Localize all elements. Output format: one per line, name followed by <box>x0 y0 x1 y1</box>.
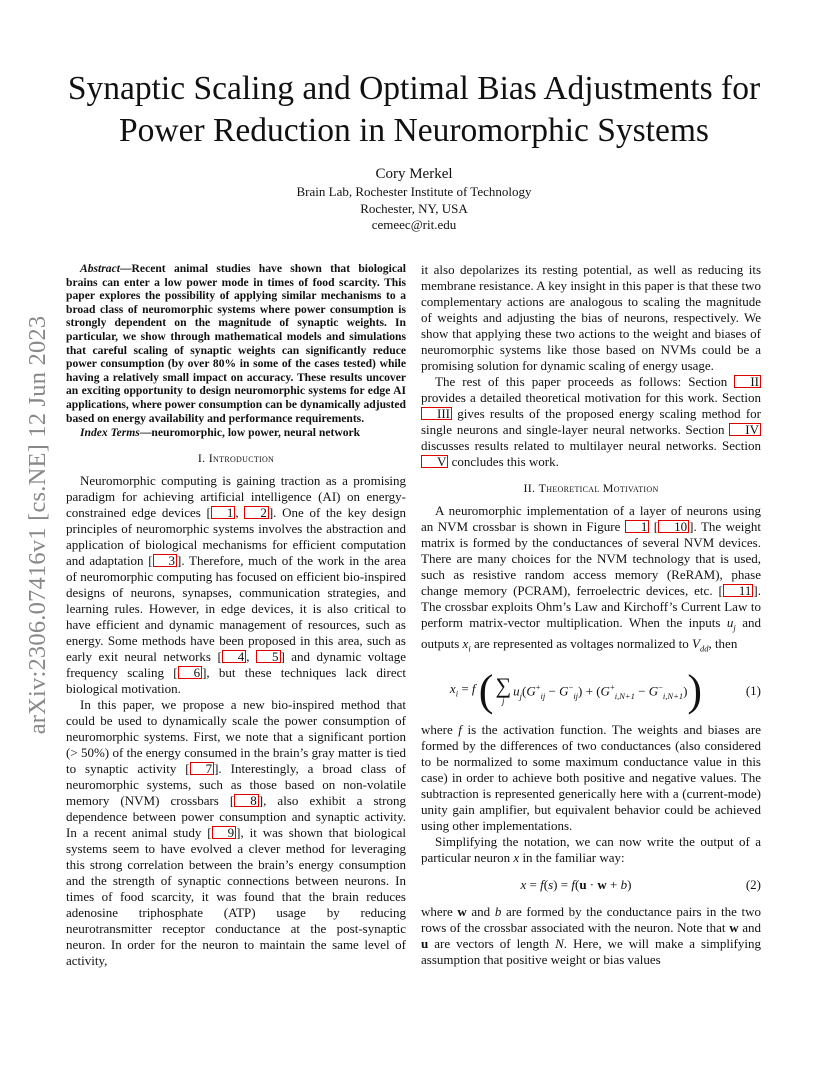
equation-1-body: $x_i = f$ ( ∑ j $u_j(G^+_{ij} - G^-_{ij}) + (G^+_{i,N+1} - G^-_{i,N+1})$ ) <box>449 666 703 716</box>
index-terms <box>66 426 406 440</box>
intro-paragraph-3: it also depolarizes its resting potential, as well as reducing its membrane resistance. A key insight in this paper is that these two complementary actions are analogous to scaling the magnitude of weights and adjusting the bias of neurons, respectively. We show that applying these two actions to the weight and biases of neuromorphic systems like those based on NVMs could be a promising solution for dynamic scaling of energy usage. <box>421 262 761 373</box>
section-link[interactable]: V <box>421 455 448 468</box>
theory-paragraph-2: where f is the activation function. The weights and biases are formed by the differences of two conductances (also considered to be normalized to some maximum conductance value in this case) in order to achieve both positive and negative values. The subtraction is represented generically here with a (current-mode) unity gain amplifier, but equivalent behavior could be achieved using other implementations. <box>421 722 761 834</box>
author-affiliation: Brain Lab, Rochester Institute of Technology <box>296 184 532 199</box>
theory-paragraph-3: Simplifying the notation, we can now write the output of a particular neuron x in the familiar way: <box>421 834 761 866</box>
intro-paragraph-1: Neuromorphic computing is gaining traction as a promising paradigm for achieving artificial intelligence (AI) on energy-constrained edge devices [ 1 , 2 ]. One of the key design principles of neuromorphic systems involves the abstraction and application of biological mechanisms for efficient computation and adaptation [ 3 ]. Therefore, much of the work in the area of neuromorphic computing has focused on efficient bio-inspired designs of neurons, synapses, communication strategies, and learning rules. However, in edge devices, it is also critical to have efficient and dynamic management of resources, such as energy. Some methods have been proposed in this area, such as early exit neural networks [ 4 , 5 ] and dynamic voltage frequency scaling [ 6 ], but these techniques lack direct biological motivation. <box>66 472 406 696</box>
section-heading-theory: II. Theoretical Motivation <box>523 481 659 495</box>
citation-link[interactable]: 3 <box>153 554 178 567</box>
section-link[interactable]: III <box>421 407 452 420</box>
citation-link[interactable]: 7 <box>190 762 215 775</box>
arxiv-stamp-text: arXiv:2306.07416v1 [cs.NE] 12 Jun 2023 <box>24 315 51 735</box>
right-column <box>421 262 761 968</box>
equation-2 <box>421 872 761 898</box>
author-name: Cory Merkel <box>375 166 453 182</box>
section-link[interactable]: IV <box>729 423 761 436</box>
author-location: Rochester, NY, USA <box>360 200 468 216</box>
theory-paragraph-1: A neuromorphic implementation of a layer of neurons using an NVM crossbar is shown in Figure 1 [ 10 ]. The weight matrix is formed by the conductances of several NVM devices. There are many choices for the NVM technology that is used, such as resistive random access memory (ReRAM), phase change memory (PCRAM), ferroelectric devices, etc. [ 11 ]. The crossbar exploits Ohm’s Law and Kirchoff’s Current Law to perform matrix-vector multiplication. When the inputs $u_j$ and outputs $x_i$ are represented as voltages normalized to $V_{dd}$, then <box>421 503 762 654</box>
index-terms-lead: Index Terms <box>80 426 140 440</box>
abstract-lead: Abstract <box>80 262 120 275</box>
equation-1 <box>421 664 761 718</box>
equation-2-body: x = f(s) = f(u · w + b) <box>520 877 632 893</box>
section-heading-introduction: I. Introduction <box>197 450 275 465</box>
figure-link[interactable]: 1 <box>625 520 650 533</box>
citation-link[interactable]: 5 <box>256 650 281 663</box>
citation-link[interactable]: 4 <box>222 650 247 663</box>
citation-link[interactable]: 1 <box>211 506 236 519</box>
author-email: cemeec@rit.edu <box>371 217 457 232</box>
intro-paragraph-outline: The rest of this paper proceeds as follows: Section II provides a detailed theoretical motivation for this work. Section III gives results of the proposed energy scaling method for single neurons and single-layer neural networks. Section IV discusses results related to multilayer neural networks. Section V concludes this work. <box>421 374 761 469</box>
paper-title: Synaptic Scaling and Optimal Bias Adjustments for Power Reduction in Neuromorphic Systems <box>67 70 761 149</box>
arxiv-identifier-stamp <box>18 290 58 760</box>
equation-1-number: (1) <box>745 683 761 699</box>
citation-link[interactable]: 8 <box>234 794 259 807</box>
theory-paragraph-4: where w and b are formed by the conductance pairs in the two rows of the crossbar associated with the neuron. Note that w and u are vectors of length N. Here, we will make a simplifying assumption that positive weight or bias values <box>421 904 761 968</box>
citation-link[interactable]: 11 <box>723 584 754 597</box>
equation-2-number: (2) <box>745 877 761 893</box>
intro-paragraph-2: In this paper, we propose a new bio-inspired method that could be used to dynamically scale the power consumption of neuromorphic systems. First, we note that a significant portion (> 50%) of the energy consumed in the brain’s gray matter is tied to synaptic activity [ 7 ]. Interestingly, a broad class of neuromorphic systems, such as those based on non-volatile memory (NVM) crossbars [ 8 ], also exhibit a strong dependence between power consumption and synaptic activity. In a recent animal study [ 9 ], it was shown that biological systems seem to have evolved a clever method for leveraging this strong correlation between the brain’s energy consumption and the strength of synaptic connections between neurons. In times of food scarcity, it was found that the brain reduces adenosine triphosphate (ATP) usage by reducing neurotransmitter receptor conductance at the post-synaptic neuron. In order for the neuron to maintain the same level of activity, <box>66 696 406 968</box>
citation-link[interactable]: 6 <box>178 666 203 679</box>
section-link[interactable]: II <box>734 375 761 388</box>
abstract <box>66 262 406 425</box>
citation-link[interactable]: 2 <box>244 506 269 519</box>
left-column <box>66 262 406 969</box>
citation-link[interactable]: 10 <box>658 520 689 533</box>
abstract-text: —Recent animal studies have shown that biological brains can enter a low power mode in times of food scarcity. This paper explores the possibility of applying similar mechanisms to a broad class of neuromorphic systems where power consumption is strongly dependent on the magnitude of synaptic weights. In particular, we show through mathematical models and simulations that careful scaling of synaptic weights can significantly reduce power consumption (by over 80% in some of the cases tested) while having a relatively small impact on accuracy. These results uncover an exciting opportunity to design neuromorphic systems for edge AI applications, where power consumption can be dynamically adjusted based on energy availability and performance requirements. <box>66 262 406 425</box>
index-terms-text: —neuromorphic, low power, neural network <box>139 426 361 440</box>
citation-link[interactable]: 9 <box>212 826 237 839</box>
author-block <box>214 165 614 234</box>
